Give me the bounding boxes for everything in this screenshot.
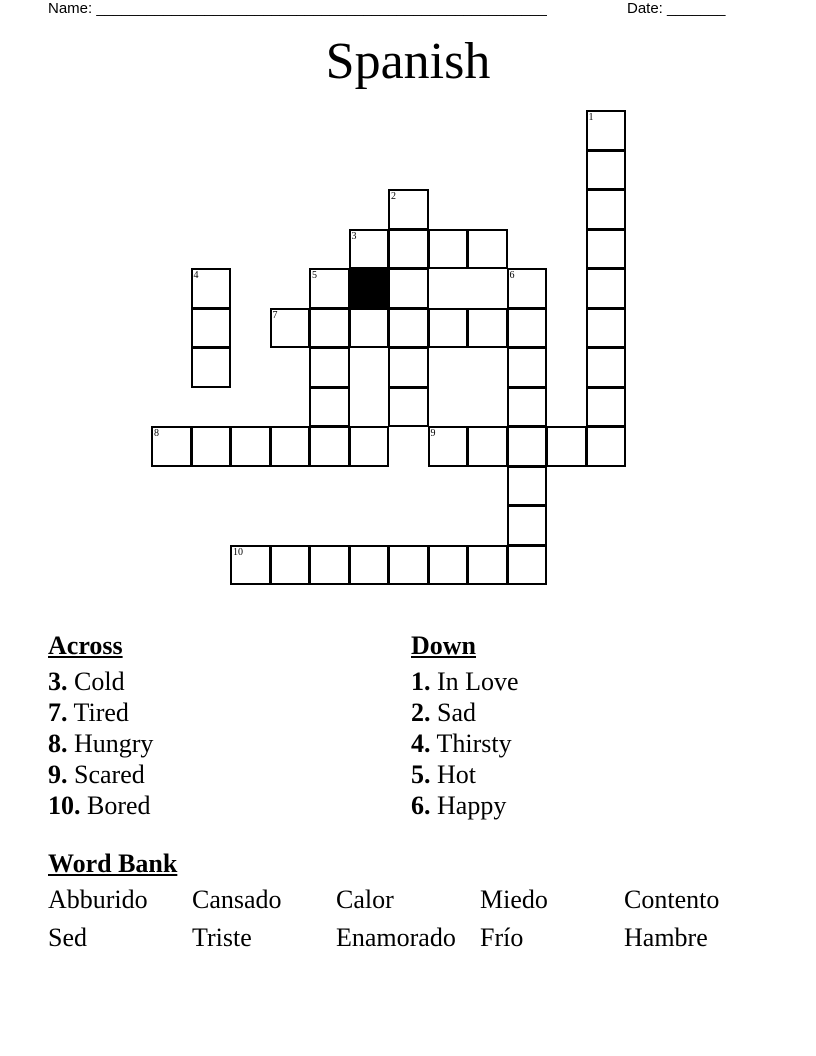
clue-number-label: 9 [430,428,436,439]
clue-text: Hungry [74,729,154,758]
crossword-cell[interactable] [507,545,548,586]
crossword-cell[interactable] [191,347,232,388]
clue-number: 3. [48,667,68,696]
crossword-cell[interactable] [309,387,350,428]
crossword-cell[interactable] [467,229,508,270]
clue-text: Hot [437,760,476,789]
across-clue [48,697,153,728]
crossword-cell[interactable] [349,545,390,586]
crossword-cell[interactable] [309,268,350,309]
crossword-cell[interactable] [507,308,548,349]
word-bank-item: Cansado [192,885,282,914]
clue-number: 7. [48,698,68,727]
crossword-cell[interactable] [270,426,311,467]
crossword-cell[interactable] [586,426,627,467]
clue-text: Happy [437,791,507,820]
crossword-block [349,268,390,309]
crossword-cell[interactable] [388,189,429,230]
clue-text: Thirsty [436,729,512,758]
crossword-cell[interactable] [586,150,627,191]
clue-text: Tired [73,698,129,727]
crossword-cell[interactable] [507,426,548,467]
clue-number: 5. [411,760,431,789]
clue-number-label: 6 [509,270,515,281]
crossword-cell[interactable] [388,347,429,388]
word-bank-heading: Word Bank [48,849,178,878]
clue-number-label: 4 [193,270,199,281]
down-clue [411,728,519,759]
clue-text: Bored [87,791,151,820]
crossword-cell[interactable] [309,308,350,349]
crossword-cell[interactable] [507,466,548,507]
crossword-cell[interactable] [586,347,627,388]
clue-number: 6. [411,791,431,820]
clue-number-label: 1 [588,112,594,123]
clue-number-label: 10 [233,546,243,558]
clue-number-label: 7 [272,309,278,321]
word-bank-item: Contento [624,885,720,914]
crossword-cell[interactable] [191,308,232,349]
crossword-cell[interactable] [586,110,627,151]
crossword-cell[interactable] [309,545,350,586]
crossword-cell[interactable] [270,308,311,349]
word-bank-item: Calor [336,885,394,914]
crossword-cell[interactable] [467,308,508,349]
crossword-cell[interactable] [349,426,390,467]
crossword-cell[interactable] [191,426,232,467]
clue-number: 1. [411,667,431,696]
clue-number-label: 2 [391,191,396,202]
crossword-cell[interactable] [507,347,548,388]
across-clue [48,790,153,821]
crossword-cell[interactable] [546,426,587,467]
clue-text: Sad [437,698,476,727]
clue-number: 9. [48,760,68,789]
crossword-cell[interactable] [270,545,311,586]
clue-number: 8. [48,729,68,758]
clue-text: In Love [437,667,519,696]
crossword-cell[interactable] [467,426,508,467]
across-clue [48,666,153,697]
crossword-cell[interactable] [428,426,469,467]
word-bank-item: Hambre [624,923,708,952]
crossword-cell[interactable] [151,426,192,467]
clue-number: 10. [48,791,81,820]
crossword-cell[interactable] [467,545,508,586]
crossword-cell[interactable] [586,268,627,309]
clue-number: 2. [411,698,431,727]
crossword-cell[interactable] [230,426,271,467]
word-bank-item: Sed [48,923,87,952]
crossword-cell[interactable] [428,308,469,349]
crossword-cell[interactable] [507,387,548,428]
down-clue [411,790,519,821]
crossword-cell[interactable] [586,308,627,349]
date-field[interactable]: Date: _______ [627,0,726,17]
word-bank-item: Frío [480,923,524,952]
crossword-cell[interactable] [388,308,429,349]
page-title: Spanish [325,33,491,90]
name-field[interactable]: Name: ______________________________________________________ [48,0,547,17]
crossword-cell[interactable] [507,505,548,546]
down-clue [411,759,519,790]
crossword-cell[interactable] [507,268,548,309]
crossword-cell[interactable] [428,229,469,270]
word-bank-item: Triste [192,923,252,952]
across-clue [48,759,153,790]
across-heading: Across [48,631,123,660]
down-clue [411,666,519,697]
crossword-cell[interactable] [309,426,350,467]
crossword-cell[interactable] [349,229,390,270]
crossword-cell[interactable] [586,387,627,428]
crossword-cell[interactable] [586,189,627,230]
crossword-cell[interactable] [388,545,429,586]
word-bank-item: Enamorado [336,923,456,952]
down-clue [411,697,519,728]
crossword-cell[interactable] [388,387,429,428]
clue-number-label: 8 [154,428,159,439]
crossword-cell[interactable] [388,268,429,309]
crossword-cell[interactable] [230,545,271,586]
crossword-cell[interactable] [428,545,469,586]
crossword-cell[interactable] [309,347,350,388]
word-bank-item: Miedo [480,885,548,914]
word-bank-item: Abburido [48,885,148,914]
crossword-cell[interactable] [586,229,627,270]
clue-number-label: 3 [351,230,357,242]
clue-text: Cold [74,667,125,696]
across-clue [48,728,153,759]
clue-number-label: 5 [312,270,317,281]
crossword-cell[interactable] [388,229,429,270]
clue-number: 4. [411,729,431,758]
crossword-cell[interactable] [191,268,232,309]
down-clues [411,630,519,821]
down-heading: Down [411,631,477,660]
clue-text: Scared [74,760,145,789]
crossword-cell[interactable] [349,308,390,349]
across-clues [48,630,153,821]
